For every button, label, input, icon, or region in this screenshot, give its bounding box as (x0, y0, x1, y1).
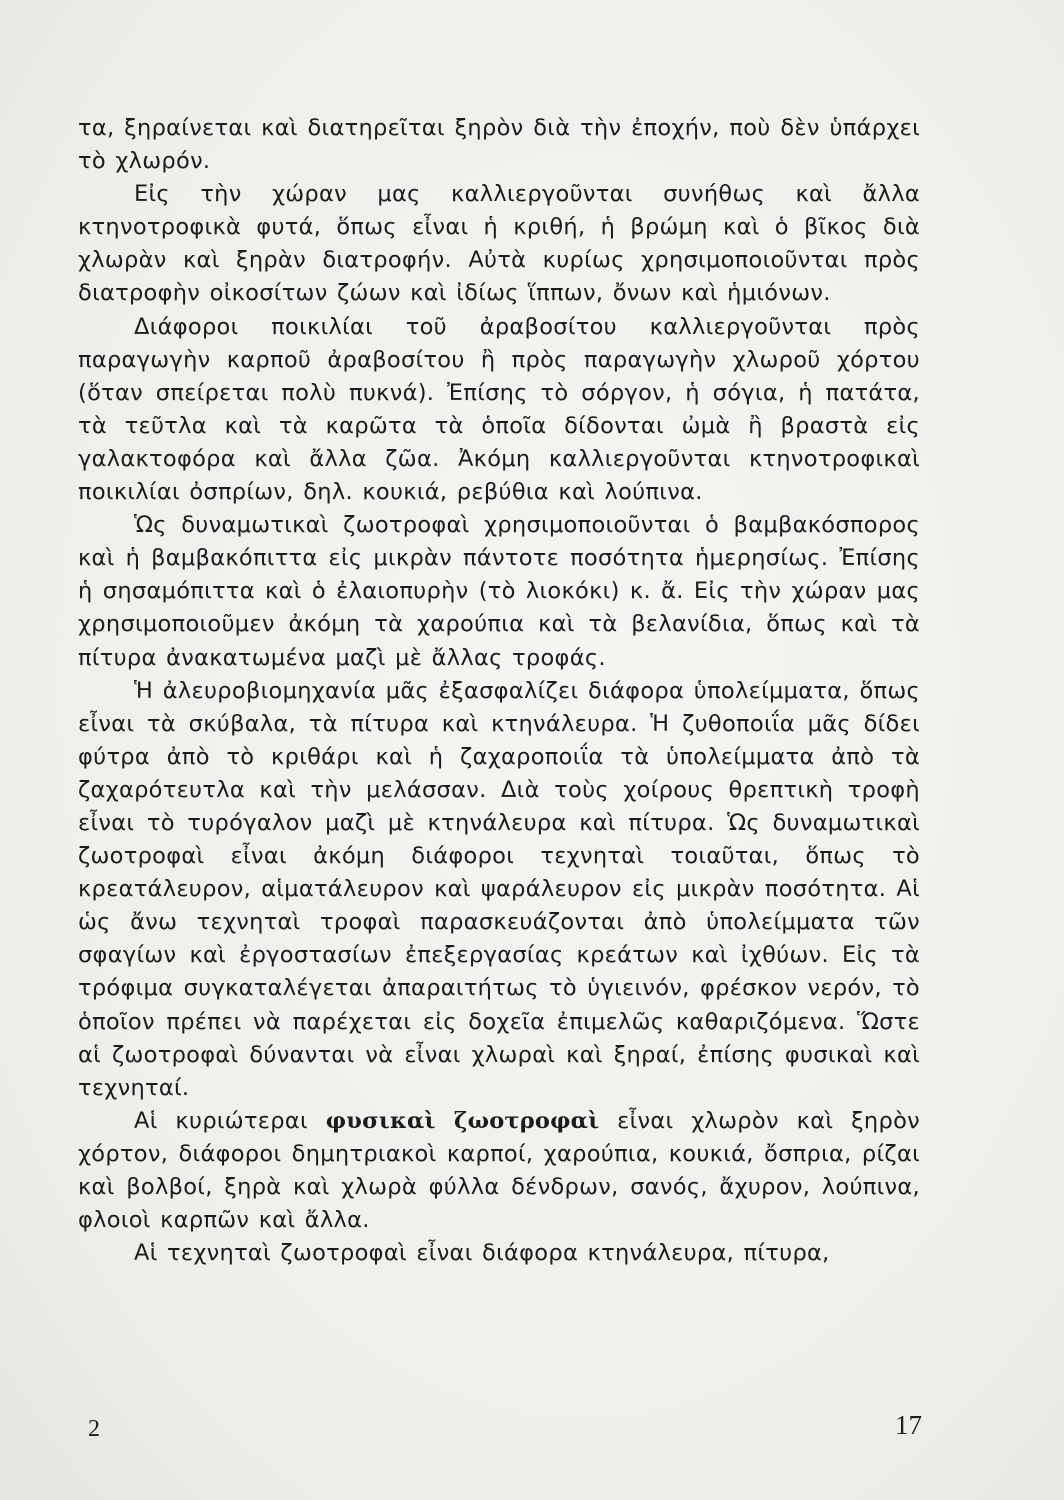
paragraph-fodder-plants: Εἰς τὴν χώραν μας καλλιεργοῦνται συνήθως καὶ ἄλλα κτηνοτροφικὰ φυτά, ὅπως εἶναι ἡ κριθή, ἡ βρώμη καὶ ὁ βῖκος διὰ χλωρὰν καὶ ξηρὰν διατροφήν. Αὐτὰ κυρίως χρησιμοποιοῦνται πρὸς διατροφὴν οἰκοσίτων ζώων καὶ ἰδίως ἵππων, ὄνων καὶ ἡμιόνων. (78, 181, 920, 307)
paragraph-byproducts: Ἡ ἀλευροβιομηχανία μᾶς ἐξασφαλίζει διάφορα ὑπολείμματα, ὅπως εἶναι τὰ σκύβαλα, τὰ πίτυρα καὶ κτηνάλευρα. Ἡ ζυθοποιΐα μᾶς δίδει φύτρα ἀπὸ τὸ κριθάρι καὶ ἡ ζαχαροποιΐα τὰ ὑπολείμματα ἀπὸ τὰ ζαχαρότευτλα καὶ τὴν μελάσσαν. Διὰ τοὺς χοίρους θρεπτικὴ τροφὴ εἶναι τὸ τυρόγαλον μαζὶ μὲ κτηνάλευρα καὶ πίτυρα. Ὡς δυναμωτικαὶ ζωοτροφαὶ εἶναι ἀκόμη διάφοροι τεχνηταὶ τοιαῦται, ὅπως τὸ κρεατάλευρον, αἱματάλευρον καὶ ψαράλευρον εἰς μικρὰν ποσότητα. Αἱ ὡς ἄνω τεχνηταὶ τροφαὶ παρασκευάζονται ἀπὸ ὑπολείμματα τῶν σφαγίων καὶ ἐργοστασίων ἐπεξεργασίας κρεάτων καὶ ἰχθύων. Εἰς τὰ τρόφιμα συγκαταλέγεται ἀπαραιτήτως τὸ ὑγιεινόν, φρέσκον νερόν, τὸ ὁποῖον πρέπει νὰ παρέχεται εἰς δοχεῖα ἐπιμελῶς καθαριζόμενα. Ὥστε αἱ ζωοτροφαὶ δύνανται νὰ εἶναι χλωραὶ καὶ ξηραί, ἐπίσης φυσικαὶ καὶ τεχνηταί. (78, 677, 920, 1101)
page-number: 17 (895, 1410, 922, 1440)
natural-feeds-rest: εἶναι χλωρὸν καὶ ξηρὸν χόρτον, διάφοροι δημητριακοὶ καρποί, χαρούπια, κουκιά, ὄσπρια, ρίζαι καὶ βολβοί, ξηρὰ καὶ χλωρὰ φύλλα δένδρων, σανός, ἄχυρον, λούπινα, φλοιοὶ καρπῶν καὶ ἄλλα. (78, 1107, 921, 1234)
signature-mark: 2 (88, 1416, 100, 1442)
paragraph-continuation: τα, ξηραίνεται καὶ διατηρεῖται ξηρὸν διὰ τὴν ἐποχήν, ποὺ δὲν ὑπάρχει τὸ χλωρόν. (78, 115, 920, 175)
page-body (78, 112, 920, 1270)
paragraph-natural-feeds (78, 1105, 920, 1237)
paragraph-concentrates: Ὡς δυναμωτικαὶ ζωοτροφαὶ χρησιμοποιοῦνται ὁ βαμβακόσπορος καὶ ἡ βαμβακόπιττα εἰς μικρὰν πάντοτε ποσότητα ἡμερησίως. Ἐπίσης ἡ σησαμόπιττα καὶ ὁ ἐλαιοπυρὴν (τὸ λιοκόκι) κ. ἄ. Εἰς τὴν χώραν μας χρησιμοποιοῦμεν ἀκόμη τὰ χαρούπια καὶ τὰ βελανίδια, ὅπως καὶ τὰ πίτυρα ἀνακατωμένα μαζὶ μὲ ἄλλας τροφάς. (78, 512, 920, 671)
paragraph-artificial-feeds: Αἱ τεχνηταὶ ζωοτροφαὶ εἶναι διάφορα κτηνάλευρα, πίτυρα, (134, 1240, 830, 1267)
natural-feeds-emphasis: φυσικαὶ ζωοτροφαὶ (325, 1107, 600, 1134)
paragraph-maize-varieties: Διάφοροι ποικιλίαι τοῦ ἀραβοσίτου καλλιεργοῦνται πρὸς παραγωγὴν καρποῦ ἀραβοσίτου ἢ πρὸς παραγωγὴν χλωροῦ χόρτου (ὅταν σπείρεται πολὺ πυκνά). Ἐπίσης τὸ σόργον, ἡ σόγια, ἡ πατάτα, τὰ τεῦτλα καὶ τὰ καρῶτα τὰ ὁποῖα δίδονται ὠμὰ ἢ βραστὰ εἰς γαλακτοφόρα καὶ ἄλλα ζῶα. Ἀκόμη καλλιεργοῦνται κτηνοτροφικαὶ ποικιλίαι ὀσπρίων, δηλ. κουκιά, ρεβύθια καὶ λούπινα. (78, 313, 920, 506)
natural-feeds-lead: Αἱ κυριώτεραι (134, 1107, 326, 1134)
